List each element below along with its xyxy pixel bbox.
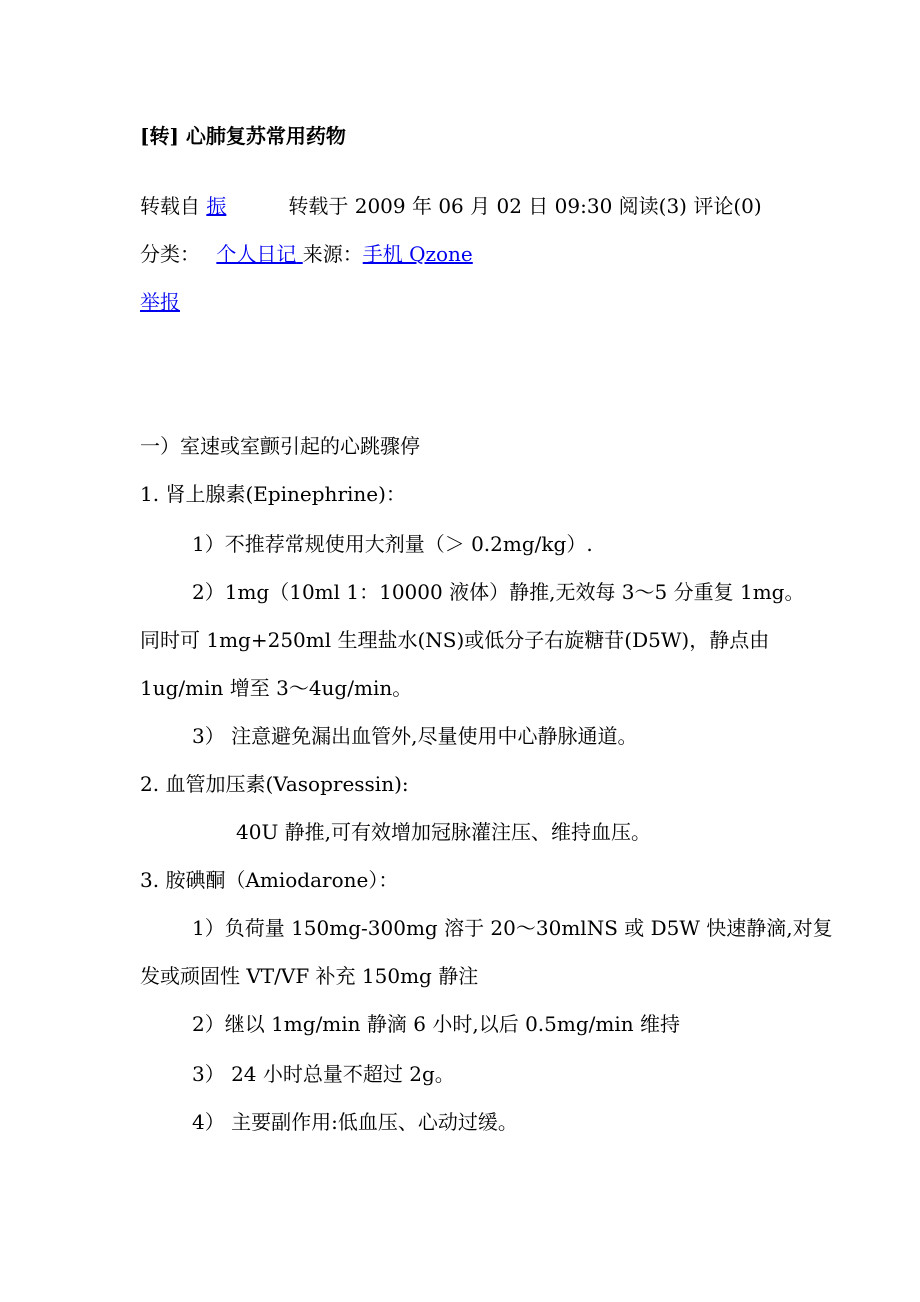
article-title: [转] 心肺复苏常用药物: [140, 124, 346, 148]
drug1-item2-line2: 同时可 1mg+250ml 生理盐水(NS)或低分子右旋糖苷(D5W)，静点由: [140, 628, 770, 652]
drug3-item2: 2）继以 1mg/min 静滴 6 小时,以后 0.5mg/min 维持: [192, 1012, 680, 1036]
drug3-item1-line2: 发或顽固性 VT/VF 补充 150mg 静注: [140, 964, 479, 988]
source-link[interactable]: 手机 Qzone: [362, 242, 473, 266]
report-link[interactable]: 举报: [140, 290, 180, 314]
read-count: 阅读(3): [618, 194, 687, 218]
drug1-item2-line3: 1ug/min 增至 3～4ug/min。: [140, 676, 413, 700]
repost-time: 转载于 2009 年 06 月 02 日 09:30: [288, 194, 613, 218]
drug3-heading: 3. 胺碘酮（Amiodarone）：: [140, 868, 399, 892]
source-label: 来源：: [302, 242, 363, 266]
section-heading: 一）室速或室颤引起的心跳骤停: [140, 434, 420, 458]
drug2-heading: 2. 血管加压素(Vasopressin):: [140, 772, 409, 796]
drug1-item3: 3） 注意避免漏出血管外,尽量使用中心静脉通道。: [192, 724, 638, 748]
drug1-item2-line1: 2）1mg（10ml 1：10000 液体）静推,无效每 3～5 分重复 1mg。: [192, 580, 805, 604]
category-label: 分类：: [140, 242, 200, 266]
repost-author-link[interactable]: 振: [206, 194, 227, 218]
drug1-item1: 1）不推荐常规使用大剂量（＞ 0.2mg/kg）.: [192, 532, 593, 556]
drug3-item1-line1: 1）负荷量 150mg-300mg 溶于 20～30mlNS 或 D5W 快速静滴,对复: [192, 916, 833, 940]
drug3-item4: 4） 主要副作用:低血压、心动过缓。: [192, 1110, 518, 1134]
comment-count: 评论(0): [693, 194, 762, 218]
repost-from-label: 转载自: [140, 194, 200, 218]
repost-info-line: [140, 194, 762, 218]
drug3-item3: 3） 24 小时总量不超过 2g。: [192, 1062, 455, 1086]
drug1-heading: 1. 肾上腺素(Epinephrine)：: [140, 482, 406, 506]
drug2-text: 40U 静推,可有效增加冠脉灌注压、维持血压。: [236, 820, 652, 844]
category-link[interactable]: 个人日记: [216, 242, 297, 266]
category-line: [140, 242, 473, 266]
